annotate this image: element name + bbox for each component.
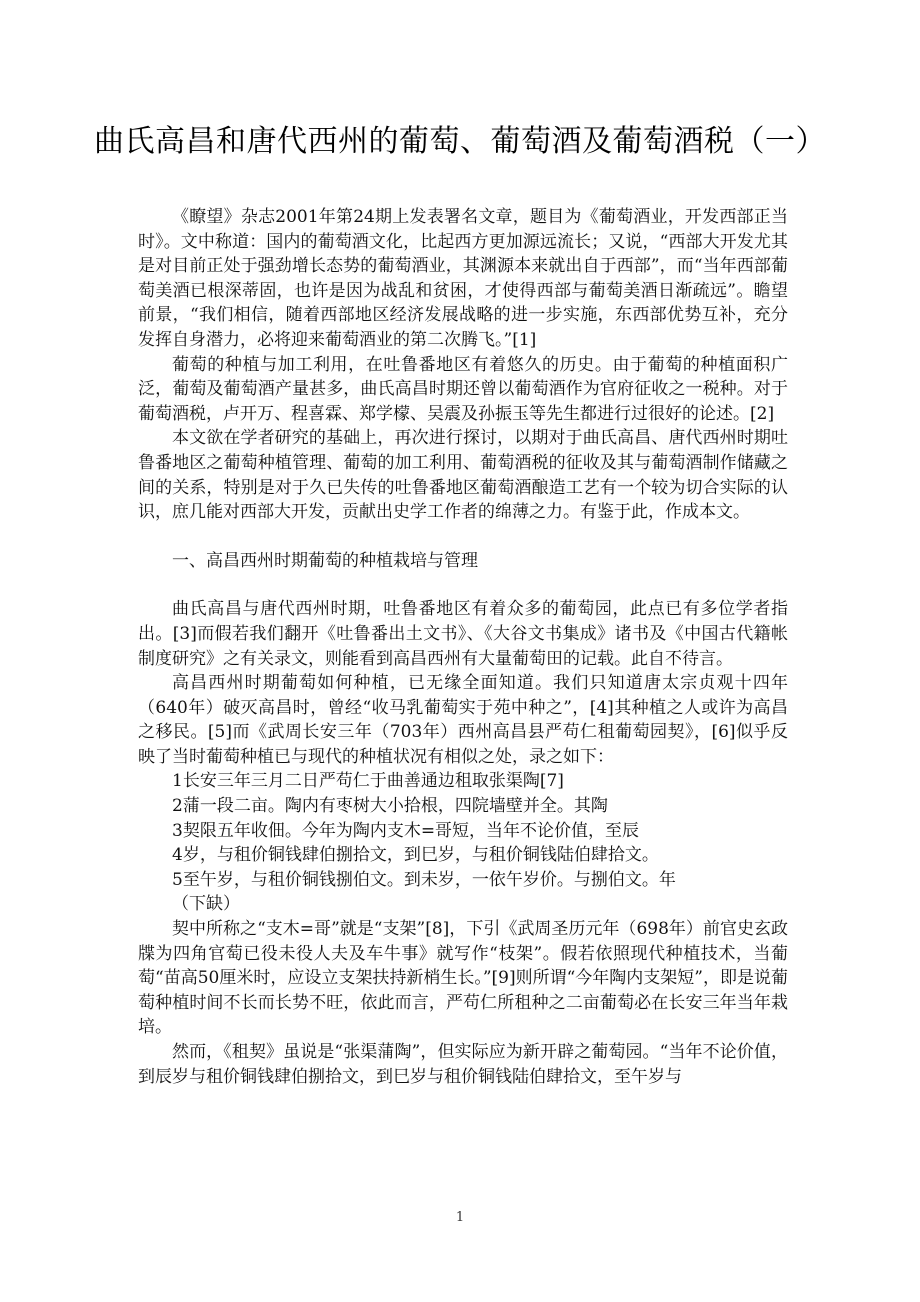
contract-line: 1长安三年三月二日严苟仁于曲善通边租取张渠陶[7] xyxy=(172,771,564,792)
contract-line: 3契限五年收佃。今年为陶内支木=哥短，当年不论价值，至辰 xyxy=(172,820,640,841)
paragraph: 《瞭望》杂志2001年第24期上发表署名文章，题目为《葡萄酒业，开发西部正当时》。文中称道：国内的葡萄酒文化，比起西方更加源远流长；又说，“西部大开发尤其是对目前正处于强劲增长态势的葡萄酒业，其渊源本来就出自于西部”，而“当年西部葡萄美酒已根深蒂固，也许是因为战乱和贫困，才使得西部与葡萄美酒日渐疏远”。瞻望前景，“我们相信，随着西部地区经济发展战略的进一步实施，东西部优势互补，充分发挥自身潜力，必将迎来葡萄酒业的第二次腾飞。”[1] xyxy=(138,207,788,350)
contract-line: 4岁，与租价铜钱肆伯捌拾文，到巳岁，与租价铜钱陆伯肆拾文。 xyxy=(172,845,659,866)
paragraph: 本文欲在学者研究的基础上，再次进行探讨，以期对于曲氏高昌、唐代西州时期吐鲁番地区之葡萄种植管理、葡萄的加工利用、葡萄酒税的征收及其与葡萄酒制作储藏之间的关系，特别是对于久已失传的吐鲁番地区葡萄酒酿造工艺有一个较为切合实际的认识，庶几能对西部大开发，贡献出史学工作者的绵薄之力。有鉴于此，作成本文。 xyxy=(138,428,788,523)
page-title: 曲氏高昌和唐代西州的葡萄、葡萄酒及葡萄酒税（一） xyxy=(94,124,826,159)
article-body xyxy=(138,205,788,1089)
paragraph: 高昌西州时期葡萄如何种植，已无缘全面知道。我们只知道唐太宗贞观十四年（640年）破灭高昌时，曾经“收马乳葡萄实于苑中种之”，[4]其种植之人或许为高昌之移民。[5]而《武周长安三年（703年）西州高昌县严苟仁租葡萄园契》，[6]似乎反映了当时葡萄种植已与现代的种植状况有相似之处，录之如下： xyxy=(138,673,788,767)
contract-line: 2蒲一段二亩。陶内有枣树大小拾根，四院墙壁并全。其陶 xyxy=(172,796,608,817)
paragraph: 契中所称之“支木=哥”就是“支架”[8]，下引《武周圣历元年（698年）前官史玄政牒为四角官萄已役未役人夫及车牛事》就写作“枝架”。假若依照现代种植技术，当葡萄“苗高50厘米时，应设立支架扶持新梢生长。”[9]则所谓“今年陶内支架短”，即是说葡萄种植时间不长而长势不旺，依此而言，严苟仁所租种之二亩葡萄必在长安三年当年栽培。 xyxy=(138,919,788,1038)
contract-line: （下缺） xyxy=(172,894,240,915)
paragraph: 葡萄的种植与加工利用，在吐鲁番地区有着悠久的历史。由于葡萄的种植面积广泛，葡萄及葡萄酒产量甚多，曲氏高昌时期还曾以葡萄酒作为官府征收之一税种。对于葡萄酒税，卢开万、程喜霖、郑学檬、吴震及孙振玉等先生都进行过很好的论述。[2] xyxy=(138,354,788,424)
paragraph: 曲氏高昌与唐代西州时期，吐鲁番地区有着众多的葡萄园，此点已有多位学者指出。[3]而假若我们翻开《吐鲁番出土文书》、《大谷文书集成》诸书及《中国古代籍帐制度研究》之有关录文，则能看到高昌西州有大量葡萄田的记载。此自不待言。 xyxy=(138,599,788,669)
page-number: 1 xyxy=(455,1210,465,1225)
contract-line: 5至午岁，与租价铜钱捌伯文。到未岁，一依午岁价。与捌伯文。年 xyxy=(172,869,676,890)
section-heading: 一、高昌西州时期葡萄的种植栽培与管理 xyxy=(172,550,478,571)
paragraph: 然而，《租契》虽说是“张渠蒲陶”，但实际应为新开辟之葡萄园。“当年不论价值，到辰岁与租价铜钱肆伯捌拾文，到巳岁与租价铜钱陆伯肆拾文，至午岁与 xyxy=(138,1042,788,1087)
